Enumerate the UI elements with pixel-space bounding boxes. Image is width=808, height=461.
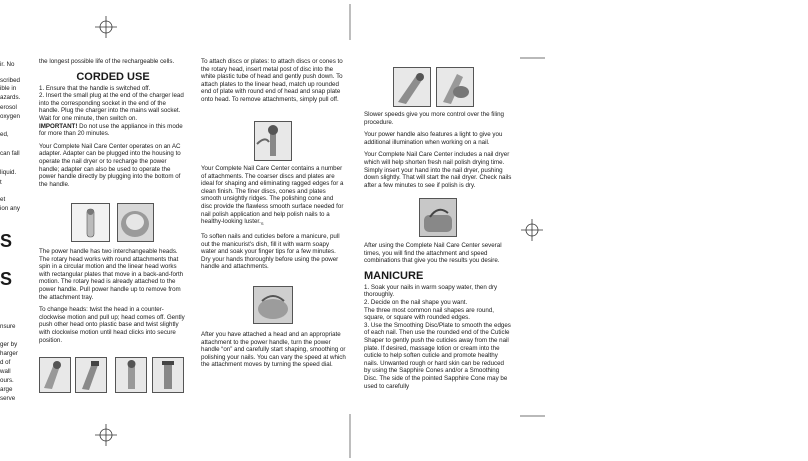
manicure-step-3: 3. Use the Smoothing Disc/Plate to smooth the edges of each nail. Then use the rounded end of the Cuticle Shaper to gently push the cuticles away from the nail plate. If desired, massage lotion or cream into the cuticle to help soften cuticle and promote healthy nails. Unwanted rough or hard skin can be reduced by using the Sapphire Cones and/or a Smoothing Disc. The side of the pointed Sapphire Cone may be used to carefully (364, 321, 511, 390)
manicure-step-2b: The three most common nail shapes are round, square, or square with rounded edges. (364, 306, 495, 322)
important-text: Do not use the appliance in this mode for more than 20 minutes. (39, 122, 183, 138)
important-note (39, 123, 187, 138)
attachments-text (201, 165, 345, 228)
after-attach-text: After you have attached a head and an appropriate attachment to the power handle, turn the power handle “on” and carefully start shaping, smoothing or polishing your nails. You can vary the speed at which the attachment moves by turning the speed dial. (201, 331, 346, 369)
power-handle-photo (71, 203, 110, 242)
manicure-heading: MANICURE (364, 269, 424, 282)
attach-text: To attach discs or plates: to attach discs or cones to the rotary head, insert metal post of disc into the white plastic tube of head and gently push down. To attach plates to the linear head, match up rounded end of plate with round end of head and snap plate onto head. To remove attachments, simply pull off. (201, 58, 343, 103)
heads-text: The power handle has two interchangeable heads. The rotary head works with round attachments that spin in a circular motion and the linear head works with rectangular plates that move in a back-and-forth motion. The rotary head is already attached to the power handle. Pull power handle up to remove from the attachment tray. (39, 248, 184, 301)
slower-text: Slower speeds give you more control over the filing procedure. (364, 111, 504, 126)
attachments-body: Your Complete Nail Care Center contains a number of attachments. The coarser discs and plates are ideal for shaping and eliminating ragged edges for a clean finish. The finer discs, cones and plates smooth unsightly ridges. The polishing cone and disc provide the flawless smooth surface needed for nail polish application and help polish nails to a healthy-looking luster. (201, 165, 344, 226)
column-2-lower (201, 331, 347, 374)
frag-text: oxygen (0, 113, 20, 120)
frag-text: ed, (0, 131, 9, 138)
frag-text: harger (0, 350, 18, 357)
head-change-photo-1 (39, 357, 71, 393)
dryer-text: Your Complete Nail Care Center includes a nail dryer which will help shorten fresh nail polish drying time. Simply insert your hand into the nail dryer, pushing down slightly. That will start the nail dryer. Check nails after a few minutes to see if polish is dry. (364, 151, 512, 189)
frag-text: ger by (0, 341, 18, 348)
filing-photo-2 (436, 67, 474, 107)
light-text: Your power handle also features a light to give you additional illumination when working on a nail. (364, 131, 503, 146)
filing-photo-1 (393, 67, 431, 107)
after-using-text: After using the Complete Nail Care Center several times, you will find the attachment and speed combinations that give you the results you desire. (364, 242, 502, 265)
frag-text: serve (0, 395, 16, 402)
margin-s: S (260, 221, 264, 227)
manicure-step-1: 1. Soak your nails in warm soapy water, then dry thoroughly. (364, 283, 498, 299)
attach-disc-photo (254, 121, 292, 161)
frag-text: ours. (0, 377, 14, 384)
column-3-lower (364, 242, 512, 395)
frag-text: t (0, 179, 2, 186)
column-2-mid (201, 165, 345, 276)
frag-text: nsure (0, 323, 16, 330)
frag-text: ion any (0, 205, 20, 212)
frag-large-letter: S (0, 231, 13, 251)
frag-text: arge (0, 386, 13, 393)
nail-dryer-hand-photo (419, 198, 457, 237)
frag-text: scribed (0, 77, 20, 84)
nail-dryer-photo (117, 203, 154, 242)
frag-text: et (0, 196, 6, 203)
frag-text: liquid. (0, 169, 17, 176)
corded-use-heading: CORDED USE (76, 70, 150, 83)
frag-text: can fall (0, 150, 20, 157)
corded-step-2: 2. Insert the small plug at the end of the charger lead into the corresponding socket in the end of the handle. Plug the charger into the mains wall socket. Wait for one minute, then switch on. (39, 92, 184, 122)
frag-text: ir. No (0, 61, 15, 68)
soak-hands-photo (253, 286, 293, 324)
corded-step-1: 1. Ensure that the handle is switched off. (39, 84, 151, 92)
frag-text: erosol (0, 104, 17, 111)
intro-text: the longest possible life of the rechargeable cells. (39, 58, 175, 65)
frag-text: ible in (0, 85, 17, 92)
important-label: IMPORTANT! (39, 122, 78, 130)
head-change-photo-4 (152, 357, 184, 393)
column-2 (201, 58, 347, 109)
frag-large-letter: S (0, 269, 13, 289)
manicure-step-2: 2. Decide on the nail shape you want. (364, 298, 468, 306)
column-3 (364, 111, 512, 194)
column-1 (39, 58, 187, 193)
head-change-photo-2 (75, 357, 107, 393)
soften-text: To soften nails and cuticles before a manicure, pull out the manicurist's dish, fill it with warm soapy water and soak your finger tips for a few minutes. Dry your hands thoroughly before using the power handle and attachments. (201, 232, 340, 271)
frag-text: wall (0, 368, 11, 375)
head-change-photo-3 (115, 357, 147, 393)
adapter-text: Your Complete Nail Care Center operates on an AC adapter. Adapter can be plugged into the housing to operate the nail dryer or to recharge the power handle; adapter can also be used to operate the power handle directly by plugging into the bottom of the handle. (39, 142, 181, 188)
column-1-lower (39, 248, 187, 349)
change-heads-text: To change heads: twist the head in a counter-clockwise motion and pull up; head comes off. Gently push other head onto plastic base and twist slightly with clockwise motion until head clicks into secure position. (39, 306, 185, 344)
frag-text: d of (0, 359, 11, 366)
frag-text: azards. (0, 94, 21, 101)
